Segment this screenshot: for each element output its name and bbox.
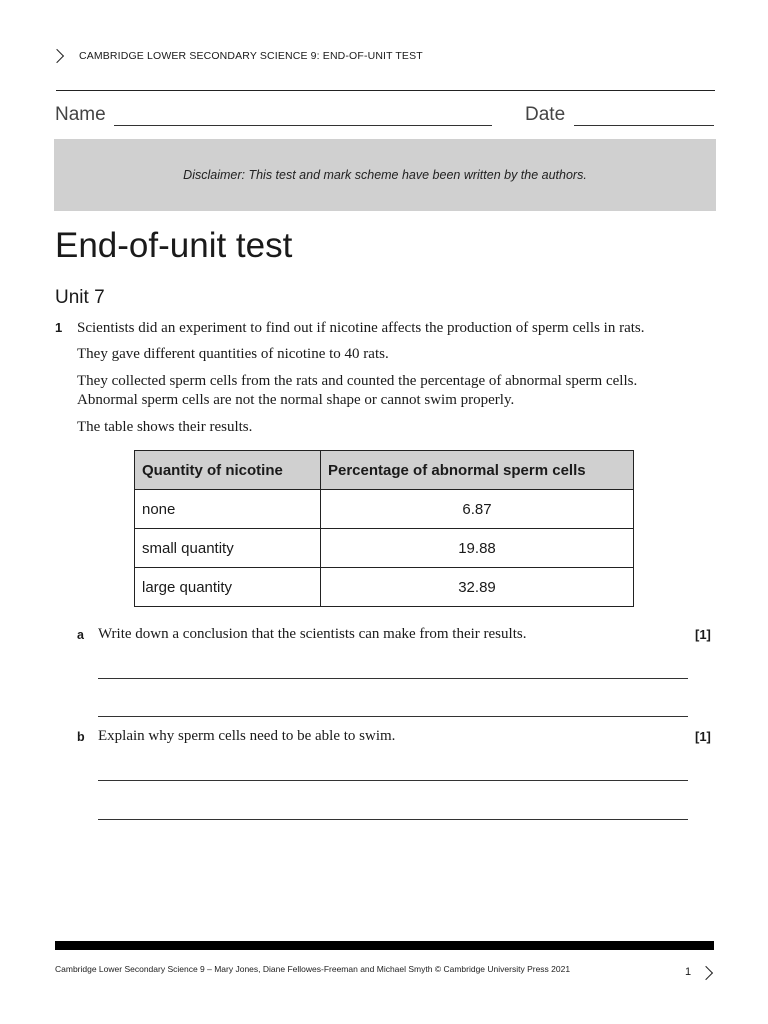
page-title: End-of-unit test: [55, 226, 293, 265]
unit-heading: Unit 7: [55, 287, 105, 308]
name-date-row: [55, 104, 715, 130]
table-row: [135, 568, 634, 607]
table-header-cell: Percentage of abnormal sperm cells: [321, 451, 634, 490]
marks-label: [1]: [695, 729, 711, 744]
question-paragraph: The table shows their results.: [77, 419, 253, 435]
results-table: [134, 450, 634, 607]
page-number: 1: [685, 966, 692, 978]
disclaimer-box: [54, 139, 716, 211]
running-header: CAMBRIDGE LOWER SECONDARY SCIENCE 9: END-OF-UNIT TEST: [79, 50, 423, 62]
date-line: [574, 125, 714, 126]
table-cell: none: [135, 490, 321, 529]
table-row: [135, 490, 634, 529]
chevron-right-icon: [50, 49, 64, 63]
answer-line[interactable]: [98, 716, 688, 717]
table-cell: large quantity: [135, 568, 321, 607]
question-number: 1: [55, 320, 63, 335]
table-row: [135, 529, 634, 568]
table-cell: 19.88: [321, 529, 634, 568]
question-paragraph: Scientists did an experiment to find out if nicotine affects the production of sperm cells in rats.: [77, 320, 645, 336]
part-letter: a: [77, 628, 84, 642]
disclaimer-text: Disclaimer: This test and mark scheme have been written by the authors.: [183, 168, 587, 182]
question-paragraph: Abnormal sperm cells are not the normal shape or cannot swim properly.: [77, 392, 515, 408]
part-text: Explain why sperm cells need to be able to swim.: [98, 728, 396, 744]
answer-line[interactable]: [98, 780, 688, 781]
table-header-cell: Quantity of nicotine: [135, 451, 321, 490]
table-header-row: [135, 451, 634, 490]
answer-line[interactable]: [98, 678, 688, 679]
question-paragraph: They collected sperm cells from the rats and counted the percentage of abnormal sperm cells.: [77, 373, 638, 389]
footer-bar: [55, 941, 714, 950]
chevron-right-icon: [699, 966, 713, 980]
answer-line[interactable]: [98, 819, 688, 820]
table-cell: small quantity: [135, 529, 321, 568]
date-label: Date: [525, 104, 566, 125]
part-letter: b: [77, 730, 85, 744]
table-cell: 32.89: [321, 568, 634, 607]
table-cell: 6.87: [321, 490, 634, 529]
name-line: [114, 125, 492, 126]
footer-credit: Cambridge Lower Secondary Science 9 – Mary Jones, Diane Fellowes-Freeman and Michael Smyth © Cambridge University Press 2021: [55, 964, 571, 974]
header-rule: [56, 90, 715, 91]
marks-label: [1]: [695, 627, 711, 642]
name-label: Name: [55, 104, 106, 125]
question-paragraph: They gave different quantities of nicotine to 40 rats.: [77, 346, 389, 362]
part-text: Write down a conclusion that the scientists can make from their results.: [98, 626, 527, 642]
